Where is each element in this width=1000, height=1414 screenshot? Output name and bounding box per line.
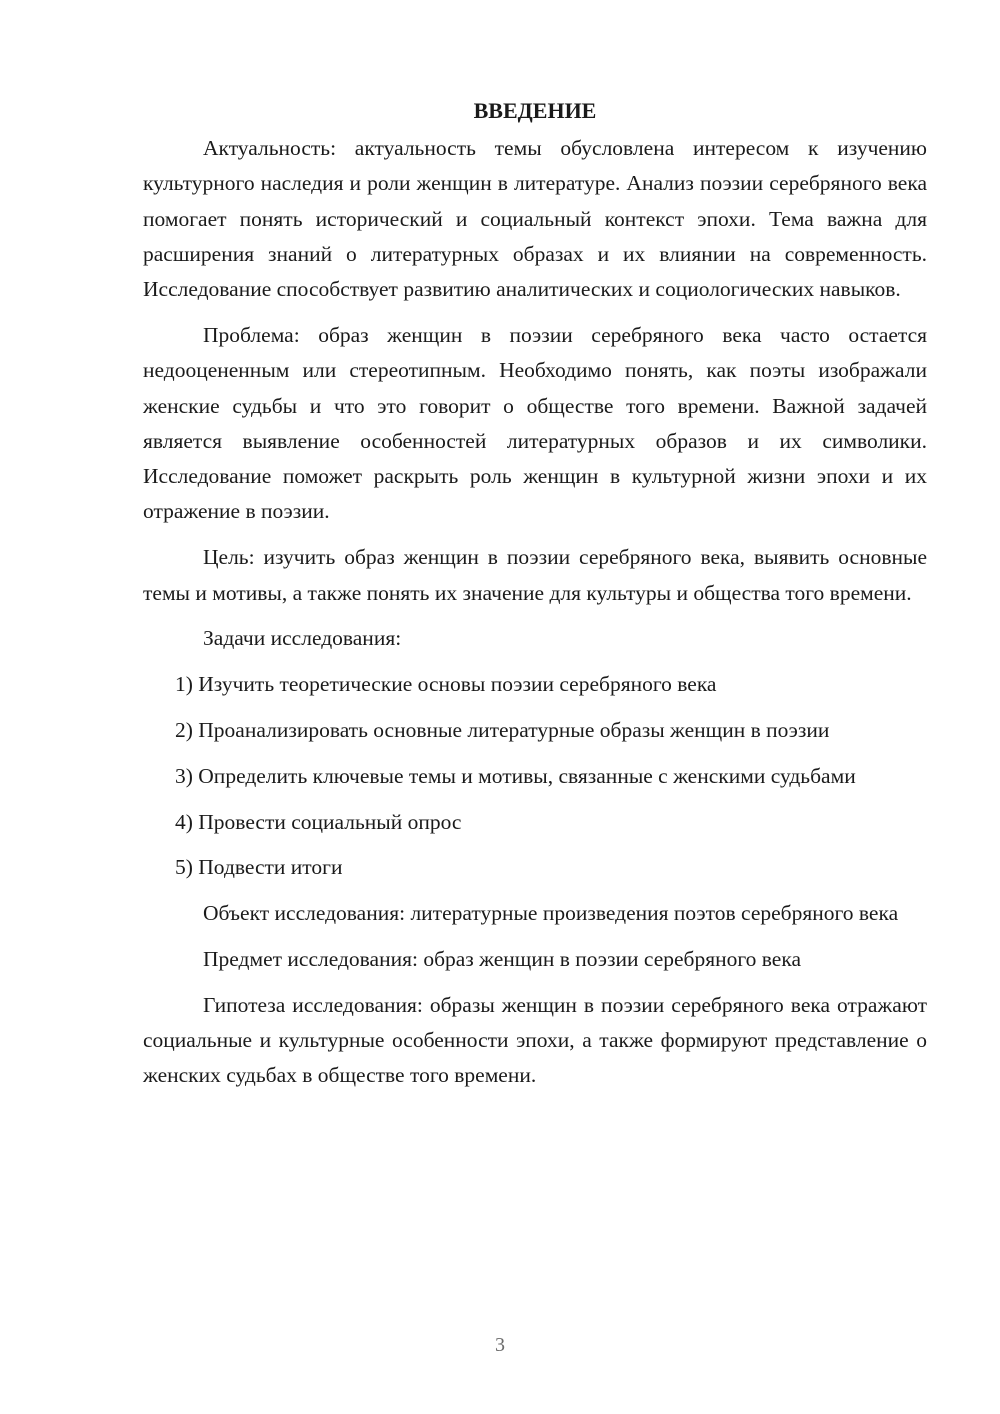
page-number: 3 <box>495 1334 505 1356</box>
paragraph-relevance: Актуальность: актуальность темы обусловлена интересом к изучению культурного наследия и роли женщин в литературе. Анализ поэзии серебряного века помогает понять исторический и социальный контекст эпохи. Тема важна для расширения знаний о литературных образах и их влиянии на современность. Исследование способствует развитию аналитических и социологических навыков. <box>143 136 927 302</box>
paragraph-object: Объект исследования: литературные произведения поэтов серебряного века <box>203 901 899 926</box>
task-item-2: 2) Проанализировать основные литературные образы женщин в поэзии <box>175 717 830 742</box>
paragraph-subject: Предмет исследования: образ женщин в поэзии серебряного века <box>203 946 802 971</box>
paragraph-problem: Проблема: образ женщин в поэзии серебряного века часто остается недооцененным или стереотипным. Необходимо понять, как поэты изображали женские судьбы и что это говорит о обществе того времени. Важной задачей является выявление особенностей литературных образов и их символики. Исследование поможет раскрыть роль женщин в культурной жизни эпохи и их отражение в поэзии. <box>143 322 927 524</box>
paragraph-hypothesis: Гипотеза исследования: образы женщин в поэзии серебряного века отражают социальные и культурные особенности эпохи, а также формируют представление о женских судьбах в обществе того времени. <box>143 992 927 1088</box>
section-title: ВВЕДЕНИЕ <box>473 98 597 123</box>
task-item-4: 4) Провести социальный опрос <box>175 809 462 834</box>
task-item-1: 1) Изучить теоретические основы поэзии серебряного века <box>175 672 717 697</box>
paragraph-goal: Цель: изучить образ женщин в поэзии серебряного века, выявить основные темы и мотивы, а также понять их значение для культуры и общества того времени. <box>143 545 927 605</box>
task-item-5: 5) Подвести итоги <box>175 855 343 880</box>
task-item-3: 3) Определить ключевые темы и мотивы, связанные с женскими судьбами <box>175 763 856 788</box>
document-page <box>143 96 927 1104</box>
paragraph-tasks-heading: Задачи исследования: <box>203 626 402 651</box>
